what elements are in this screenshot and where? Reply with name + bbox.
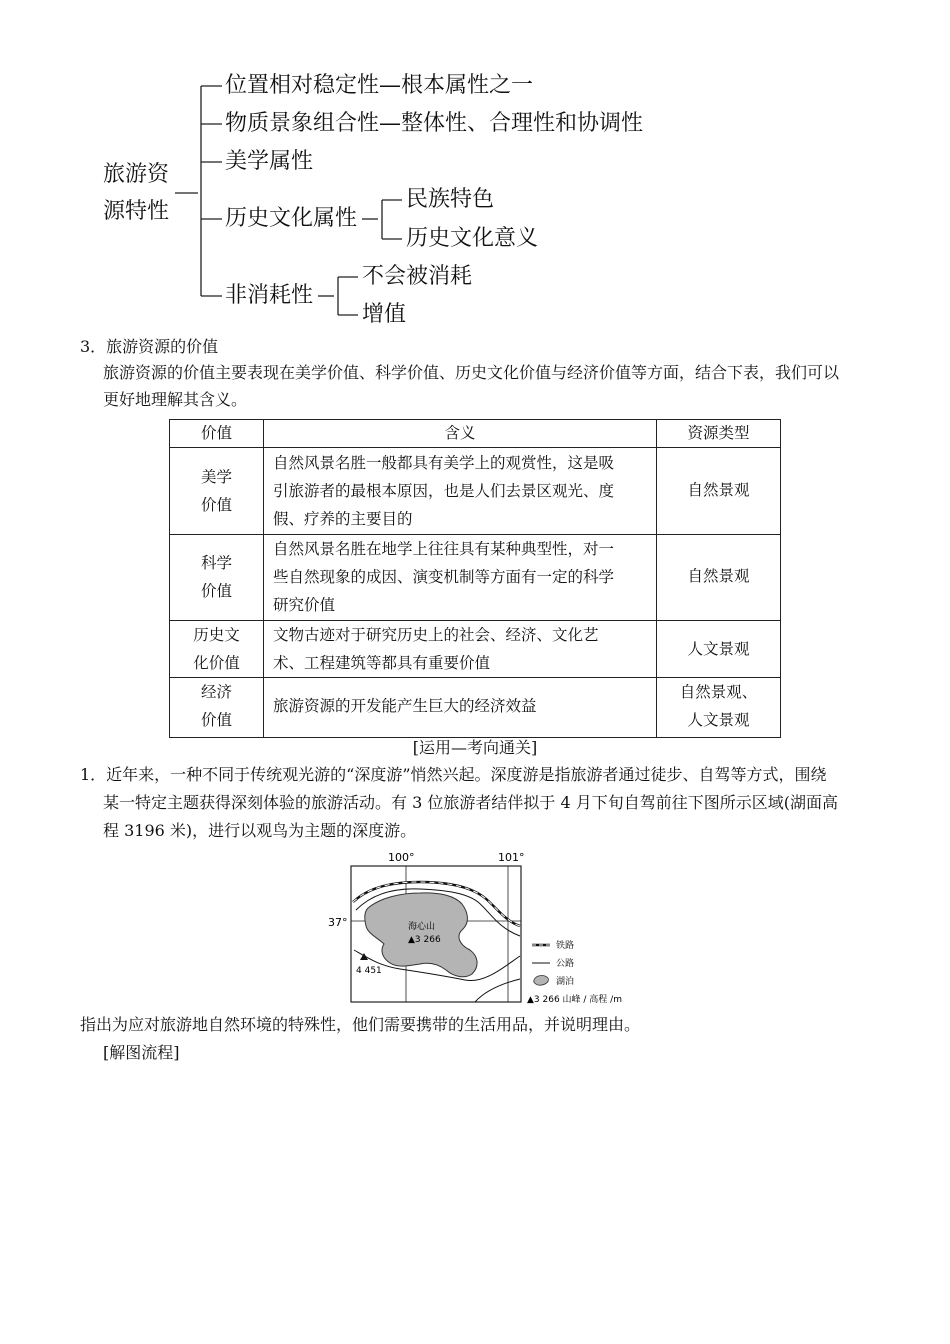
- table-row4-type: 自然景观、 人文景观: [679, 683, 758, 729]
- table-row1-value: 美学 价值: [200, 468, 232, 514]
- legend-road-label: 公路: [556, 959, 575, 969]
- tree-branch-combination: 物质景象组合性—整体性、合理性和协调性: [225, 111, 644, 136]
- question1-line3: 程 3196 米)，进行以观鸟为主题的深度游。: [103, 821, 417, 840]
- table-row1-meaning: 自然风景名胜一般都具有美学上的观赏性，这是吸 引旅游者的最根本原因，也是人们去景区观光、度 假、疗养的主要目的: [273, 454, 615, 528]
- peak-4451-label: 4 451: [356, 966, 382, 976]
- tree-leaf-ethnic: 民族特色: [406, 187, 495, 212]
- table-row4-meaning: 旅游资源的开发能产生巨大的经济效益: [273, 697, 537, 715]
- question1-line2: 某一特定主题获得深刻体验的旅游活动。有 3 位旅游者结伴拟于 4 月下旬自驾前往下图所示区域(湖面高: [103, 793, 838, 812]
- table-row2-type: 自然景观: [687, 567, 750, 585]
- flow-label: [解图流程]: [103, 1043, 180, 1062]
- tree-root-line1: 旅游资: [103, 162, 170, 187]
- tree-branch-history: 历史文化属性: [225, 206, 358, 231]
- table-row2-value: 科学 价值: [200, 554, 232, 600]
- legend-railway-label: 铁路: [556, 941, 575, 951]
- tree-branch-aesthetic: 美学属性: [225, 149, 314, 174]
- island-label: 海心山: [408, 922, 436, 932]
- table-row3-meaning: 文物古迹对于研究历史上的社会、经济、文化艺 术、工程建筑等都具有重要价值: [273, 626, 599, 672]
- question1-prompt: 指出为应对旅游地自然环境的特殊性，他们需要携带的生活用品，并说明理由。: [80, 1015, 641, 1034]
- table-row1-type: 自然景观: [687, 481, 750, 499]
- table-header-meaning: 含义: [444, 424, 476, 442]
- map-lat-37: 37°: [328, 916, 348, 929]
- tree-leaf-appreciate: 增值: [362, 302, 407, 327]
- table-row3-value: 历史文 化价值: [193, 626, 240, 672]
- peak-3266-label: ▲3 266: [408, 935, 441, 945]
- tree-leaf-history-meaning: 历史文化意义: [406, 226, 539, 251]
- legend-lake-icon: [534, 976, 549, 986]
- legend-lake-label: 湖泊: [556, 977, 575, 987]
- practice-heading: [运用—考向通关]: [412, 738, 538, 757]
- tree-branch-location: 位置相对稳定性—根本属性之一: [225, 73, 534, 98]
- question1-line1: 1．近年来，一种不同于传统观光游的“深度游”悄然兴起。深度游是指旅游者通过徒步、自驾等方式，围绕: [80, 765, 827, 784]
- table-header-type: 资源类型: [687, 424, 750, 442]
- qinghai-lake-map: [320, 846, 630, 1008]
- section-paragraph-line2: 更好地理解其含义。: [103, 390, 248, 409]
- section-heading: 3．旅游资源的价值: [80, 337, 219, 356]
- table-row2-meaning: 自然风景名胜在地学上往往具有某种典型性，对一 些自然现象的成因、演变机制等方面有一定的科学 研究价值: [273, 540, 615, 614]
- tree-leaf-not-consumed: 不会被消耗: [362, 264, 473, 289]
- tree-branch-nonconsumable: 非消耗性: [225, 283, 314, 308]
- map-lon-101: 101°: [498, 851, 525, 864]
- map-lon-100: 100°: [388, 851, 415, 864]
- tree-root-line2: 源特性: [103, 199, 170, 224]
- section-paragraph-line1: 旅游资源的价值主要表现在美学价值、科学价值、历史文化价值与经济价值等方面，结合下表，我们可以: [103, 363, 840, 382]
- table-row3-type: 人文景观: [687, 640, 750, 658]
- table-row4-value: 经济 价值: [200, 683, 232, 729]
- table-header-value: 价值: [200, 424, 232, 442]
- legend-peak-label: ▲3 266 山峰 / 高程 /m: [527, 995, 622, 1005]
